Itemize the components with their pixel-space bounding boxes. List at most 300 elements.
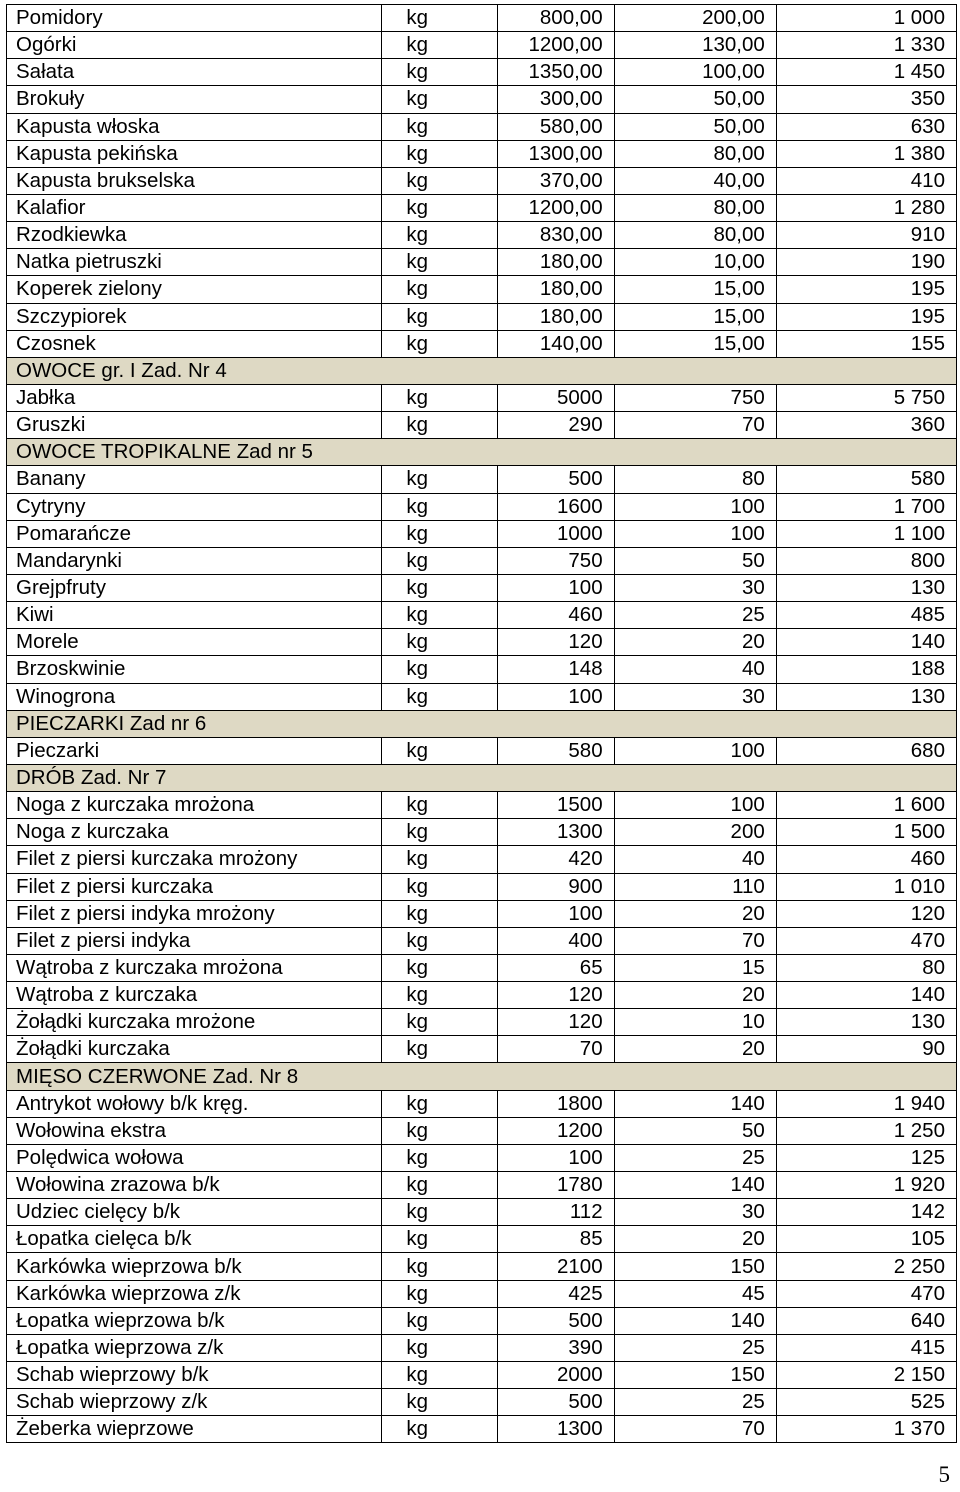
unit-cell: kg — [382, 1144, 497, 1171]
product-name-cell: Brokuły — [7, 86, 382, 113]
quantity-a-cell: 120 — [497, 982, 614, 1009]
product-name-cell: Karkówka wieprzowa z/k — [7, 1280, 382, 1307]
quantity-b-cell: 80,00 — [614, 140, 776, 167]
table-row — [7, 493, 957, 520]
table-row — [7, 819, 957, 846]
quantity-a-cell: 830,00 — [497, 222, 614, 249]
table-row — [7, 1307, 957, 1334]
section-title: OWOCE gr. I Zad. Nr 4 — [7, 357, 957, 384]
table-row — [7, 927, 957, 954]
product-name-cell: Ogórki — [7, 32, 382, 59]
quantity-a-cell: 180,00 — [497, 303, 614, 330]
quantity-a-cell: 100 — [497, 574, 614, 601]
total-cell: 140 — [776, 629, 956, 656]
total-cell: 415 — [776, 1334, 956, 1361]
table-row — [7, 1117, 957, 1144]
quantity-a-cell: 1300,00 — [497, 140, 614, 167]
product-name-cell: Winogrona — [7, 683, 382, 710]
total-cell: 470 — [776, 1280, 956, 1307]
quantity-a-cell: 1780 — [497, 1172, 614, 1199]
total-cell: 195 — [776, 303, 956, 330]
table-row — [7, 1226, 957, 1253]
unit-cell: kg — [382, 656, 497, 683]
product-name-cell: Koperek zielony — [7, 276, 382, 303]
unit-cell: kg — [382, 330, 497, 357]
unit-cell: kg — [382, 1307, 497, 1334]
product-name-cell: Morele — [7, 629, 382, 656]
unit-cell: kg — [382, 1362, 497, 1389]
quantity-a-cell: 580 — [497, 737, 614, 764]
product-name-cell: Noga z kurczaka — [7, 819, 382, 846]
quantity-a-cell: 390 — [497, 1334, 614, 1361]
total-cell: 130 — [776, 683, 956, 710]
unit-cell: kg — [382, 629, 497, 656]
product-name-cell: Wołowina ekstra — [7, 1117, 382, 1144]
table-row — [7, 1280, 957, 1307]
product-name-cell: Brzoskwinie — [7, 656, 382, 683]
table-row — [7, 1144, 957, 1171]
unit-cell: kg — [382, 303, 497, 330]
section-header-row — [7, 357, 957, 384]
table-row — [7, 900, 957, 927]
product-name-cell: Antrykot wołowy b/k kręg. — [7, 1090, 382, 1117]
product-name-cell: Żołądki kurczaka mrożone — [7, 1009, 382, 1036]
unit-cell: kg — [382, 466, 497, 493]
section-header-row — [7, 764, 957, 791]
unit-cell: kg — [382, 1416, 497, 1443]
total-cell: 485 — [776, 602, 956, 629]
unit-cell: kg — [382, 412, 497, 439]
quantity-b-cell: 50 — [614, 547, 776, 574]
quantity-b-cell: 80,00 — [614, 222, 776, 249]
quantity-b-cell: 140 — [614, 1307, 776, 1334]
unit-cell: kg — [382, 1389, 497, 1416]
unit-cell: kg — [382, 927, 497, 954]
unit-cell: kg — [382, 86, 497, 113]
quantity-b-cell: 200,00 — [614, 5, 776, 32]
table-row — [7, 1172, 957, 1199]
product-name-cell: Szczypiorek — [7, 303, 382, 330]
product-name-cell: Schab wieprzowy z/k — [7, 1389, 382, 1416]
product-name-cell: Jabłka — [7, 384, 382, 411]
product-name-cell: Wołowina zrazowa b/k — [7, 1172, 382, 1199]
quantity-a-cell: 120 — [497, 629, 614, 656]
unit-cell: kg — [382, 683, 497, 710]
quantity-b-cell: 50,00 — [614, 113, 776, 140]
table-row — [7, 222, 957, 249]
total-cell: 105 — [776, 1226, 956, 1253]
table-row — [7, 602, 957, 629]
product-name-cell: Filet z piersi indyka mrożony — [7, 900, 382, 927]
product-name-cell: Cytryny — [7, 493, 382, 520]
total-cell: 90 — [776, 1036, 956, 1063]
quantity-a-cell: 500 — [497, 1307, 614, 1334]
quantity-b-cell: 25 — [614, 1334, 776, 1361]
total-cell: 1 100 — [776, 520, 956, 547]
table-row — [7, 656, 957, 683]
total-cell: 2 150 — [776, 1362, 956, 1389]
total-cell: 1 450 — [776, 59, 956, 86]
product-name-cell: Rzodkiewka — [7, 222, 382, 249]
quantity-a-cell: 1200,00 — [497, 194, 614, 221]
product-name-cell: Łopatka wieprzowa z/k — [7, 1334, 382, 1361]
total-cell: 680 — [776, 737, 956, 764]
unit-cell: kg — [382, 900, 497, 927]
quantity-a-cell: 120 — [497, 1009, 614, 1036]
unit-cell: kg — [382, 1036, 497, 1063]
quantity-a-cell: 750 — [497, 547, 614, 574]
quantity-a-cell: 2000 — [497, 1362, 614, 1389]
quantity-b-cell: 100 — [614, 792, 776, 819]
unit-cell: kg — [382, 1009, 497, 1036]
table-row — [7, 1389, 957, 1416]
table-row — [7, 276, 957, 303]
quantity-a-cell: 140,00 — [497, 330, 614, 357]
product-name-cell: Kiwi — [7, 602, 382, 629]
quantity-b-cell: 50,00 — [614, 86, 776, 113]
unit-cell: kg — [382, 547, 497, 574]
table-row — [7, 59, 957, 86]
quantity-a-cell: 400 — [497, 927, 614, 954]
unit-cell: kg — [382, 954, 497, 981]
unit-cell: kg — [382, 59, 497, 86]
quantity-a-cell: 100 — [497, 1144, 614, 1171]
total-cell: 1 500 — [776, 819, 956, 846]
quantity-b-cell: 30 — [614, 1199, 776, 1226]
quantity-a-cell: 85 — [497, 1226, 614, 1253]
product-name-cell: Kalafior — [7, 194, 382, 221]
quantity-b-cell: 15 — [614, 954, 776, 981]
total-cell: 188 — [776, 656, 956, 683]
total-cell: 640 — [776, 1307, 956, 1334]
total-cell: 580 — [776, 466, 956, 493]
quantity-a-cell: 180,00 — [497, 276, 614, 303]
table-row — [7, 466, 957, 493]
quantity-b-cell: 750 — [614, 384, 776, 411]
unit-cell: kg — [382, 737, 497, 764]
quantity-b-cell: 25 — [614, 602, 776, 629]
quantity-b-cell: 15,00 — [614, 276, 776, 303]
quantity-a-cell: 370,00 — [497, 167, 614, 194]
quantity-a-cell: 460 — [497, 602, 614, 629]
total-cell: 140 — [776, 982, 956, 1009]
unit-cell: kg — [382, 520, 497, 547]
quantity-a-cell: 2100 — [497, 1253, 614, 1280]
quantity-a-cell: 800,00 — [497, 5, 614, 32]
unit-cell: kg — [382, 1090, 497, 1117]
quantity-b-cell: 25 — [614, 1144, 776, 1171]
total-cell: 130 — [776, 574, 956, 601]
quantity-a-cell: 1300 — [497, 819, 614, 846]
total-cell: 120 — [776, 900, 956, 927]
unit-cell: kg — [382, 384, 497, 411]
product-name-cell: Łopatka wieprzowa b/k — [7, 1307, 382, 1334]
product-name-cell: Żeberka wieprzowe — [7, 1416, 382, 1443]
quantity-a-cell: 100 — [497, 900, 614, 927]
unit-cell: kg — [382, 167, 497, 194]
quantity-a-cell: 1800 — [497, 1090, 614, 1117]
unit-cell: kg — [382, 846, 497, 873]
quantity-b-cell: 20 — [614, 1036, 776, 1063]
quantity-b-cell: 20 — [614, 1226, 776, 1253]
product-name-cell: Banany — [7, 466, 382, 493]
total-cell: 1 010 — [776, 873, 956, 900]
unit-cell: kg — [382, 1226, 497, 1253]
quantity-b-cell: 70 — [614, 1416, 776, 1443]
total-cell: 525 — [776, 1389, 956, 1416]
unit-cell: kg — [382, 574, 497, 601]
table-row — [7, 873, 957, 900]
quantity-b-cell: 80,00 — [614, 194, 776, 221]
product-name-cell: Pomarańcze — [7, 520, 382, 547]
total-cell: 410 — [776, 167, 956, 194]
table-row — [7, 629, 957, 656]
section-title: MIĘSO CZERWONE Zad. Nr 8 — [7, 1063, 957, 1090]
unit-cell: kg — [382, 222, 497, 249]
product-name-cell: Czosnek — [7, 330, 382, 357]
total-cell: 460 — [776, 846, 956, 873]
table-row — [7, 1009, 957, 1036]
quantity-a-cell: 1600 — [497, 493, 614, 520]
product-name-cell: Filet z piersi kurczaka — [7, 873, 382, 900]
quantity-b-cell: 110 — [614, 873, 776, 900]
product-name-cell: Natka pietruszki — [7, 249, 382, 276]
total-cell: 1 700 — [776, 493, 956, 520]
unit-cell: kg — [382, 113, 497, 140]
quantity-b-cell: 20 — [614, 900, 776, 927]
quantity-a-cell: 900 — [497, 873, 614, 900]
page-number: 5 — [938, 1462, 950, 1487]
unit-cell: kg — [382, 1172, 497, 1199]
product-name-cell: Karkówka wieprzowa b/k — [7, 1253, 382, 1280]
quantity-a-cell: 1350,00 — [497, 59, 614, 86]
total-cell: 1 920 — [776, 1172, 956, 1199]
quantity-a-cell: 290 — [497, 412, 614, 439]
quantity-a-cell: 180,00 — [497, 249, 614, 276]
product-name-cell: Żołądki kurczaka — [7, 1036, 382, 1063]
product-name-cell: Pomidory — [7, 5, 382, 32]
table-row — [7, 1334, 957, 1361]
quantity-a-cell: 500 — [497, 466, 614, 493]
total-cell: 1 000 — [776, 5, 956, 32]
unit-cell: kg — [382, 194, 497, 221]
table-row — [7, 140, 957, 167]
total-cell: 195 — [776, 276, 956, 303]
product-name-cell: Polędwica wołowa — [7, 1144, 382, 1171]
total-cell: 910 — [776, 222, 956, 249]
quantity-b-cell: 30 — [614, 683, 776, 710]
quantity-b-cell: 50 — [614, 1117, 776, 1144]
quantity-b-cell: 80 — [614, 466, 776, 493]
product-name-cell: Sałata — [7, 59, 382, 86]
total-cell: 1 280 — [776, 194, 956, 221]
total-cell: 190 — [776, 249, 956, 276]
section-title: OWOCE TROPIKALNE Zad nr 5 — [7, 439, 957, 466]
product-name-cell: Kapusta włoska — [7, 113, 382, 140]
total-cell: 130 — [776, 1009, 956, 1036]
table-row — [7, 384, 957, 411]
table-row — [7, 1090, 957, 1117]
quantity-b-cell: 40 — [614, 846, 776, 873]
unit-cell: kg — [382, 276, 497, 303]
quantity-a-cell: 148 — [497, 656, 614, 683]
quantity-b-cell: 140 — [614, 1090, 776, 1117]
unit-cell: kg — [382, 249, 497, 276]
product-name-cell: Kapusta pekińska — [7, 140, 382, 167]
table-row — [7, 167, 957, 194]
product-name-cell: Udziec cielęcy b/k — [7, 1199, 382, 1226]
total-cell: 800 — [776, 547, 956, 574]
table-row — [7, 982, 957, 1009]
quantity-b-cell: 10 — [614, 1009, 776, 1036]
quantity-a-cell: 5000 — [497, 384, 614, 411]
quantity-b-cell: 140 — [614, 1172, 776, 1199]
unit-cell: kg — [382, 1280, 497, 1307]
section-header-row — [7, 710, 957, 737]
total-cell: 470 — [776, 927, 956, 954]
quantity-a-cell: 112 — [497, 1199, 614, 1226]
section-title: DRÓB Zad. Nr 7 — [7, 764, 957, 791]
quantity-b-cell: 70 — [614, 927, 776, 954]
quantity-a-cell: 70 — [497, 1036, 614, 1063]
table-row — [7, 113, 957, 140]
table-row — [7, 32, 957, 59]
table-row — [7, 1416, 957, 1443]
table-row — [7, 792, 957, 819]
quantity-a-cell: 420 — [497, 846, 614, 873]
unit-cell: kg — [382, 982, 497, 1009]
quantity-b-cell: 100 — [614, 737, 776, 764]
quantity-a-cell: 580,00 — [497, 113, 614, 140]
total-cell: 5 750 — [776, 384, 956, 411]
quantity-a-cell: 1200,00 — [497, 32, 614, 59]
product-name-cell: Wątroba z kurczaka mrożona — [7, 954, 382, 981]
unit-cell: kg — [382, 1117, 497, 1144]
table-row — [7, 547, 957, 574]
total-cell: 1 330 — [776, 32, 956, 59]
total-cell: 630 — [776, 113, 956, 140]
total-cell: 155 — [776, 330, 956, 357]
quantity-a-cell: 1000 — [497, 520, 614, 547]
table-row — [7, 1036, 957, 1063]
total-cell: 1 940 — [776, 1090, 956, 1117]
unit-cell: kg — [382, 602, 497, 629]
total-cell: 1 370 — [776, 1416, 956, 1443]
section-header-row — [7, 1063, 957, 1090]
total-cell: 142 — [776, 1199, 956, 1226]
unit-cell: kg — [382, 1334, 497, 1361]
unit-cell: kg — [382, 32, 497, 59]
table-row — [7, 5, 957, 32]
quantity-b-cell: 100 — [614, 520, 776, 547]
total-cell: 350 — [776, 86, 956, 113]
quantity-b-cell: 150 — [614, 1362, 776, 1389]
quantity-a-cell: 100 — [497, 683, 614, 710]
quantity-b-cell: 70 — [614, 412, 776, 439]
quantity-b-cell: 15,00 — [614, 303, 776, 330]
quantity-b-cell: 20 — [614, 982, 776, 1009]
product-name-cell: Pieczarki — [7, 737, 382, 764]
table-row — [7, 1253, 957, 1280]
unit-cell: kg — [382, 1253, 497, 1280]
table-row — [7, 683, 957, 710]
product-name-cell: Grejpfruty — [7, 574, 382, 601]
unit-cell: kg — [382, 792, 497, 819]
product-name-cell: Filet z piersi indyka — [7, 927, 382, 954]
table-row — [7, 1199, 957, 1226]
table-row — [7, 846, 957, 873]
product-name-cell: Schab wieprzowy b/k — [7, 1362, 382, 1389]
total-cell: 2 250 — [776, 1253, 956, 1280]
table-row — [7, 574, 957, 601]
product-name-cell: Filet z piersi kurczaka mrożony — [7, 846, 382, 873]
total-cell: 1 600 — [776, 792, 956, 819]
quantity-a-cell: 1300 — [497, 1416, 614, 1443]
table-row — [7, 86, 957, 113]
total-cell: 1 250 — [776, 1117, 956, 1144]
table-row — [7, 954, 957, 981]
quantity-b-cell: 25 — [614, 1389, 776, 1416]
total-cell: 80 — [776, 954, 956, 981]
unit-cell: kg — [382, 5, 497, 32]
unit-cell: kg — [382, 873, 497, 900]
table-row — [7, 1362, 957, 1389]
table-row — [7, 412, 957, 439]
total-cell: 1 380 — [776, 140, 956, 167]
product-name-cell: Noga z kurczaka mrożona — [7, 792, 382, 819]
product-name-cell: Kapusta brukselska — [7, 167, 382, 194]
quantity-a-cell: 300,00 — [497, 86, 614, 113]
quantity-b-cell: 10,00 — [614, 249, 776, 276]
quantity-b-cell: 200 — [614, 819, 776, 846]
table-row — [7, 303, 957, 330]
product-quantity-table — [6, 4, 957, 1443]
quantity-b-cell: 100 — [614, 493, 776, 520]
quantity-b-cell: 40,00 — [614, 167, 776, 194]
quantity-a-cell: 1500 — [497, 792, 614, 819]
total-cell: 360 — [776, 412, 956, 439]
quantity-a-cell: 1200 — [497, 1117, 614, 1144]
table-row — [7, 520, 957, 547]
quantity-a-cell: 500 — [497, 1389, 614, 1416]
quantity-a-cell: 65 — [497, 954, 614, 981]
product-name-cell: Wątroba z kurczaka — [7, 982, 382, 1009]
product-name-cell: Gruszki — [7, 412, 382, 439]
unit-cell: kg — [382, 819, 497, 846]
quantity-b-cell: 30 — [614, 574, 776, 601]
quantity-b-cell: 45 — [614, 1280, 776, 1307]
section-title: PIECZARKI Zad nr 6 — [7, 710, 957, 737]
product-name-cell: Łopatka cielęca b/k — [7, 1226, 382, 1253]
quantity-a-cell: 425 — [497, 1280, 614, 1307]
unit-cell: kg — [382, 140, 497, 167]
unit-cell: kg — [382, 493, 497, 520]
total-cell: 125 — [776, 1144, 956, 1171]
unit-cell: kg — [382, 1199, 497, 1226]
table-row — [7, 737, 957, 764]
quantity-b-cell: 40 — [614, 656, 776, 683]
quantity-b-cell: 100,00 — [614, 59, 776, 86]
table-row — [7, 330, 957, 357]
product-name-cell: Mandarynki — [7, 547, 382, 574]
section-header-row — [7, 439, 957, 466]
quantity-b-cell: 130,00 — [614, 32, 776, 59]
quantity-b-cell: 15,00 — [614, 330, 776, 357]
quantity-b-cell: 20 — [614, 629, 776, 656]
quantity-b-cell: 150 — [614, 1253, 776, 1280]
table-row — [7, 194, 957, 221]
table-row — [7, 249, 957, 276]
